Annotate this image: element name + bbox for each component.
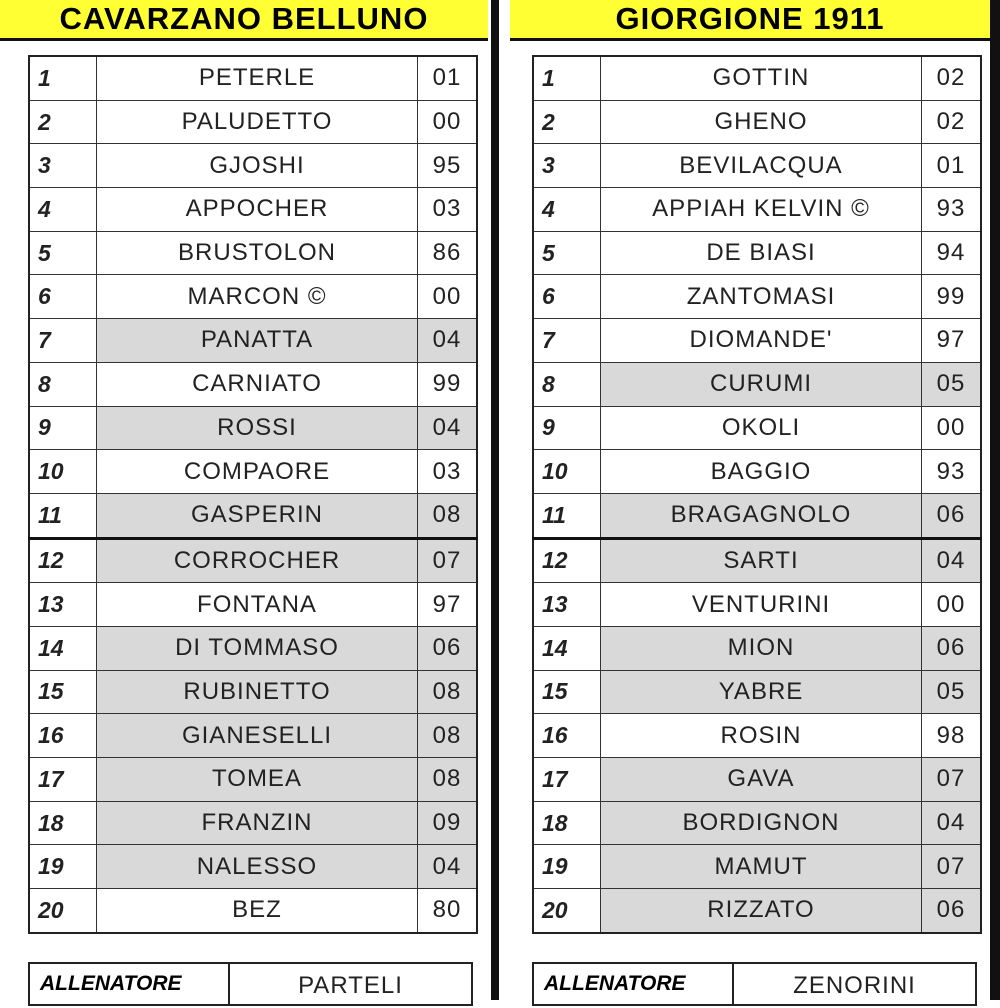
- player-year: 05: [922, 362, 982, 406]
- player-name: TOMEA: [97, 758, 418, 802]
- player-name: GASPERIN: [97, 493, 418, 538]
- player-year: 06: [922, 493, 982, 538]
- player-year: 00: [418, 100, 478, 144]
- player-name: BEZ: [97, 889, 418, 933]
- player-year: 97: [418, 583, 478, 627]
- player-number: 16: [533, 714, 601, 758]
- player-year: 03: [418, 188, 478, 232]
- player-name: BRAGAGNOLO: [601, 493, 922, 538]
- player-row: [533, 714, 981, 758]
- player-year: 93: [922, 188, 982, 232]
- player-number: 12: [533, 538, 601, 583]
- player-name: DI TOMMASO: [97, 626, 418, 670]
- player-number: 11: [29, 493, 97, 538]
- player-name: VENTURINI: [601, 583, 922, 627]
- player-number: 1: [29, 56, 97, 100]
- player-number: 19: [29, 845, 97, 889]
- player-name: CURUMI: [601, 362, 922, 406]
- player-row: [29, 670, 477, 714]
- player-row: [533, 493, 981, 538]
- player-year: 05: [922, 670, 982, 714]
- player-year: 06: [418, 626, 478, 670]
- player-number: 10: [29, 450, 97, 494]
- player-name: FRANZIN: [97, 801, 418, 845]
- player-row: [29, 493, 477, 538]
- roster-table: [28, 55, 478, 934]
- player-number: 7: [29, 319, 97, 363]
- player-row: [533, 188, 981, 232]
- player-row: [533, 319, 981, 363]
- team-title: CAVARZANO BELLUNO: [0, 0, 488, 41]
- player-number: 11: [533, 493, 601, 538]
- player-row: [29, 450, 477, 494]
- player-name: BORDIGNON: [601, 801, 922, 845]
- player-year: 04: [922, 801, 982, 845]
- player-row: [533, 889, 981, 933]
- player-number: 12: [29, 538, 97, 583]
- player-name: GOTTIN: [601, 56, 922, 100]
- player-number: 19: [533, 845, 601, 889]
- player-row: [29, 538, 477, 583]
- player-number: 17: [29, 758, 97, 802]
- player-name: BAGGIO: [601, 450, 922, 494]
- player-row: [533, 275, 981, 319]
- player-number: 18: [533, 801, 601, 845]
- player-name: COMPAORE: [97, 450, 418, 494]
- player-row: [29, 275, 477, 319]
- player-number: 8: [533, 362, 601, 406]
- player-name: CARNIATO: [97, 362, 418, 406]
- roster-table: [532, 55, 982, 934]
- player-year: 00: [922, 406, 982, 450]
- player-row: [29, 583, 477, 627]
- coach-name: PARTELI: [298, 972, 403, 999]
- player-year: 95: [418, 144, 478, 188]
- player-name: FONTANA: [97, 583, 418, 627]
- player-year: 00: [922, 583, 982, 627]
- player-name: OKOLI: [601, 406, 922, 450]
- player-number: 10: [533, 450, 601, 494]
- player-row: [533, 100, 981, 144]
- player-number: 13: [533, 583, 601, 627]
- team-title: GIORGIONE 1911: [510, 0, 990, 41]
- player-number: 6: [29, 275, 97, 319]
- player-row: [533, 758, 981, 802]
- player-name: CORROCHER: [97, 538, 418, 583]
- player-name: BEVILACQUA: [601, 144, 922, 188]
- player-name: ZANTOMASI: [601, 275, 922, 319]
- player-name: PALUDETTO: [97, 100, 418, 144]
- player-year: 06: [922, 889, 982, 933]
- player-year: 01: [922, 144, 982, 188]
- player-year: 09: [418, 801, 478, 845]
- player-number: 1: [533, 56, 601, 100]
- player-name: APPIAH KELVIN ©: [601, 188, 922, 232]
- player-name: GJOSHI: [97, 144, 418, 188]
- divider-line: [990, 0, 1000, 1000]
- player-number: 9: [533, 406, 601, 450]
- player-year: 02: [922, 100, 982, 144]
- player-year: 99: [418, 362, 478, 406]
- player-row: [533, 231, 981, 275]
- coach-name: ZENORINI: [793, 972, 916, 999]
- player-name: GIANESELLI: [97, 714, 418, 758]
- player-name: NALESSO: [97, 845, 418, 889]
- player-number: 5: [533, 231, 601, 275]
- player-name: MION: [601, 626, 922, 670]
- player-name: APPOCHER: [97, 188, 418, 232]
- player-year: 07: [922, 845, 982, 889]
- player-year: 02: [922, 56, 982, 100]
- player-number: 2: [533, 100, 601, 144]
- player-number: 2: [29, 100, 97, 144]
- player-row: [533, 362, 981, 406]
- player-year: 86: [418, 231, 478, 275]
- player-name: SARTI: [601, 538, 922, 583]
- team-panel-away: [510, 0, 1000, 1000]
- player-row: [29, 319, 477, 363]
- player-name: RIZZATO: [601, 889, 922, 933]
- player-year: 94: [922, 231, 982, 275]
- player-year: 98: [922, 714, 982, 758]
- player-row: [533, 56, 981, 100]
- player-year: 00: [418, 275, 478, 319]
- player-row: [29, 144, 477, 188]
- player-number: 14: [29, 626, 97, 670]
- player-name: RUBINETTO: [97, 670, 418, 714]
- player-number: 6: [533, 275, 601, 319]
- player-number: 13: [29, 583, 97, 627]
- player-row: [29, 801, 477, 845]
- player-row: [533, 406, 981, 450]
- player-name: GAVA: [601, 758, 922, 802]
- player-row: [533, 538, 981, 583]
- player-row: [29, 362, 477, 406]
- player-year: 04: [418, 845, 478, 889]
- player-name: ROSSI: [97, 406, 418, 450]
- player-year: 08: [418, 758, 478, 802]
- player-year: 07: [418, 538, 478, 583]
- player-number: 17: [533, 758, 601, 802]
- player-number: 3: [29, 144, 97, 188]
- player-name: YABRE: [601, 670, 922, 714]
- player-year: 07: [922, 758, 982, 802]
- divider-line: [491, 0, 499, 1000]
- player-year: 04: [418, 406, 478, 450]
- player-name: ROSIN: [601, 714, 922, 758]
- player-year: 80: [418, 889, 478, 933]
- player-row: [533, 801, 981, 845]
- player-year: 06: [922, 626, 982, 670]
- coach-box: [28, 962, 473, 1006]
- player-name: GHENO: [601, 100, 922, 144]
- player-row: [29, 714, 477, 758]
- player-name: DIOMANDE': [601, 319, 922, 363]
- player-row: [29, 845, 477, 889]
- player-year: 93: [922, 450, 982, 494]
- player-number: 14: [533, 626, 601, 670]
- player-row: [29, 626, 477, 670]
- player-number: 4: [533, 188, 601, 232]
- player-row: [29, 231, 477, 275]
- player-row: [29, 100, 477, 144]
- player-name: PANATTA: [97, 319, 418, 363]
- player-row: [533, 626, 981, 670]
- player-number: 9: [29, 406, 97, 450]
- player-name: MARCON ©: [97, 275, 418, 319]
- player-year: 08: [418, 493, 478, 538]
- player-number: 20: [29, 889, 97, 933]
- player-name: PETERLE: [97, 56, 418, 100]
- player-number: 18: [29, 801, 97, 845]
- player-name: DE BIASI: [601, 231, 922, 275]
- player-row: [533, 583, 981, 627]
- player-number: 20: [533, 889, 601, 933]
- coach-box: [532, 962, 977, 1006]
- player-name: BRUSTOLON: [97, 231, 418, 275]
- player-number: 8: [29, 362, 97, 406]
- player-year: 03: [418, 450, 478, 494]
- player-year: 99: [922, 275, 982, 319]
- coach-label: ALLENATORE: [30, 964, 230, 1004]
- player-row: [29, 758, 477, 802]
- player-number: 5: [29, 231, 97, 275]
- team-panel-home: [0, 0, 490, 1000]
- player-year: 04: [418, 319, 478, 363]
- player-row: [533, 845, 981, 889]
- player-name: MAMUT: [601, 845, 922, 889]
- player-row: [533, 144, 981, 188]
- player-year: 01: [418, 56, 478, 100]
- player-row: [29, 188, 477, 232]
- player-number: 15: [533, 670, 601, 714]
- player-year: 08: [418, 714, 478, 758]
- player-year: 97: [922, 319, 982, 363]
- player-year: 08: [418, 670, 478, 714]
- player-year: 04: [922, 538, 982, 583]
- player-number: 7: [533, 319, 601, 363]
- player-number: 15: [29, 670, 97, 714]
- player-number: 3: [533, 144, 601, 188]
- player-row: [533, 670, 981, 714]
- player-row: [29, 406, 477, 450]
- player-row: [29, 889, 477, 933]
- player-row: [533, 450, 981, 494]
- player-number: 4: [29, 188, 97, 232]
- player-row: [29, 56, 477, 100]
- coach-label: ALLENATORE: [534, 964, 734, 1004]
- player-number: 16: [29, 714, 97, 758]
